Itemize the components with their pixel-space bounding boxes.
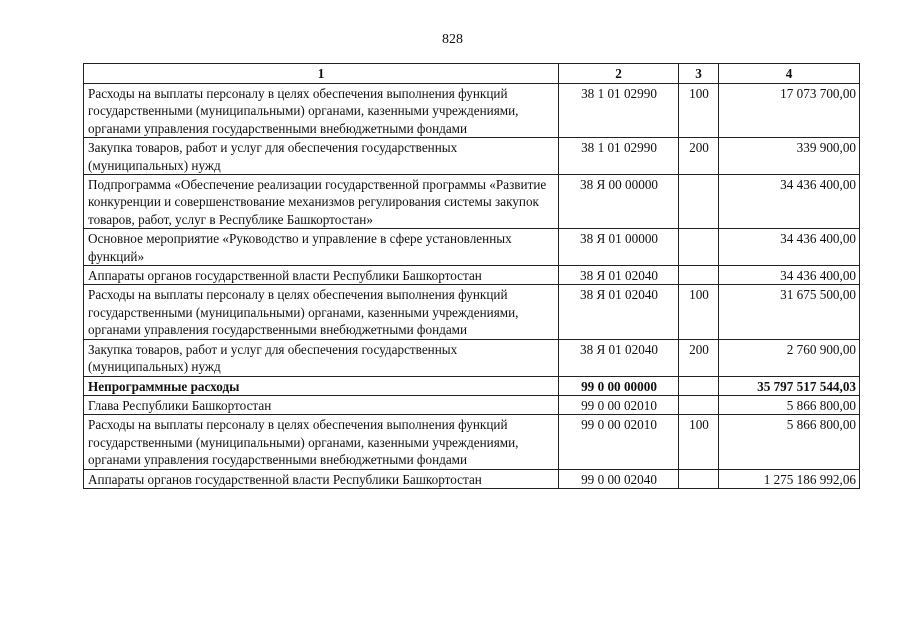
row-expense-type (679, 266, 719, 285)
row-expense-type (679, 376, 719, 395)
row-expense-type (679, 469, 719, 488)
row-name: Основное мероприятие «Руководство и управление в сфере установленных функций» (84, 229, 559, 266)
row-expense-type: 100 (679, 285, 719, 339)
row-name: Аппараты органов государственной власти Республики Башкортостан (84, 469, 559, 488)
table-row (84, 415, 860, 469)
row-code: 99 0 00 00000 (559, 376, 679, 395)
row-expense-type (679, 395, 719, 414)
row-amount: 5 866 800,00 (719, 395, 860, 414)
row-name: Расходы на выплаты персоналу в целях обеспечения выполнения функций государственными (муниципальными) органами, казенными учреждениями, органами управления государственными внебюджетными фондами (84, 84, 559, 138)
column-header-2: 2 (559, 64, 679, 84)
column-header-4: 4 (719, 64, 860, 84)
row-name: Аппараты органов государственной власти Республики Башкортостан (84, 266, 559, 285)
row-amount: 34 436 400,00 (719, 175, 860, 229)
row-code: 99 0 00 02040 (559, 469, 679, 488)
row-code: 38 1 01 02990 (559, 84, 679, 138)
row-code: 38 1 01 02990 (559, 138, 679, 175)
table-row-section-total (84, 376, 860, 395)
row-name: Непрограммные расходы (84, 376, 559, 395)
row-amount: 17 073 700,00 (719, 84, 860, 138)
table-header-row (84, 64, 860, 84)
row-name: Подпрограмма «Обеспечение реализации государственной программы «Развитие конкуренции и совершенствование механизмов регулирования системы закупок товаров, работ, услуг в Республике Башкортостан» (84, 175, 559, 229)
table-row (84, 229, 860, 266)
budget-table (83, 63, 860, 489)
row-code: 38 Я 00 00000 (559, 175, 679, 229)
table-row (84, 395, 860, 414)
row-amount: 34 436 400,00 (719, 229, 860, 266)
row-amount: 5 866 800,00 (719, 415, 860, 469)
row-expense-type: 100 (679, 415, 719, 469)
row-amount: 35 797 517 544,03 (719, 376, 860, 395)
page-number: 828 (442, 32, 463, 47)
column-header-1: 1 (84, 64, 559, 84)
row-code: 99 0 00 02010 (559, 395, 679, 414)
table-row (84, 138, 860, 175)
row-code: 38 Я 01 00000 (559, 229, 679, 266)
table-row (84, 84, 860, 138)
row-amount: 31 675 500,00 (719, 285, 860, 339)
row-expense-type (679, 229, 719, 266)
row-amount: 1 275 186 992,06 (719, 469, 860, 488)
row-name: Закупка товаров, работ и услуг для обеспечения государственных (муниципальных) нужд (84, 138, 559, 175)
row-amount: 2 760 900,00 (719, 339, 860, 376)
row-code: 38 Я 01 02040 (559, 285, 679, 339)
row-code: 38 Я 01 02040 (559, 266, 679, 285)
table-row (84, 266, 860, 285)
table-row (84, 469, 860, 488)
row-amount: 339 900,00 (719, 138, 860, 175)
table-row (84, 285, 860, 339)
row-amount: 34 436 400,00 (719, 266, 860, 285)
row-code: 38 Я 01 02040 (559, 339, 679, 376)
row-expense-type: 200 (679, 138, 719, 175)
row-expense-type: 200 (679, 339, 719, 376)
row-expense-type (679, 175, 719, 229)
table-row (84, 339, 860, 376)
row-code: 99 0 00 02010 (559, 415, 679, 469)
row-name: Расходы на выплаты персоналу в целях обеспечения выполнения функций государственными (муниципальными) органами, казенными учреждениями, органами управления государственными внебюджетными фондами (84, 415, 559, 469)
column-header-3: 3 (679, 64, 719, 84)
row-name: Закупка товаров, работ и услуг для обеспечения государственных (муниципальных) нужд (84, 339, 559, 376)
row-name: Расходы на выплаты персоналу в целях обеспечения выполнения функций государственными (муниципальными) органами, казенными учреждениями, органами управления государственными внебюджетными фондами (84, 285, 559, 339)
row-name: Глава Республики Башкортостан (84, 395, 559, 414)
row-expense-type: 100 (679, 84, 719, 138)
table-row (84, 175, 860, 229)
